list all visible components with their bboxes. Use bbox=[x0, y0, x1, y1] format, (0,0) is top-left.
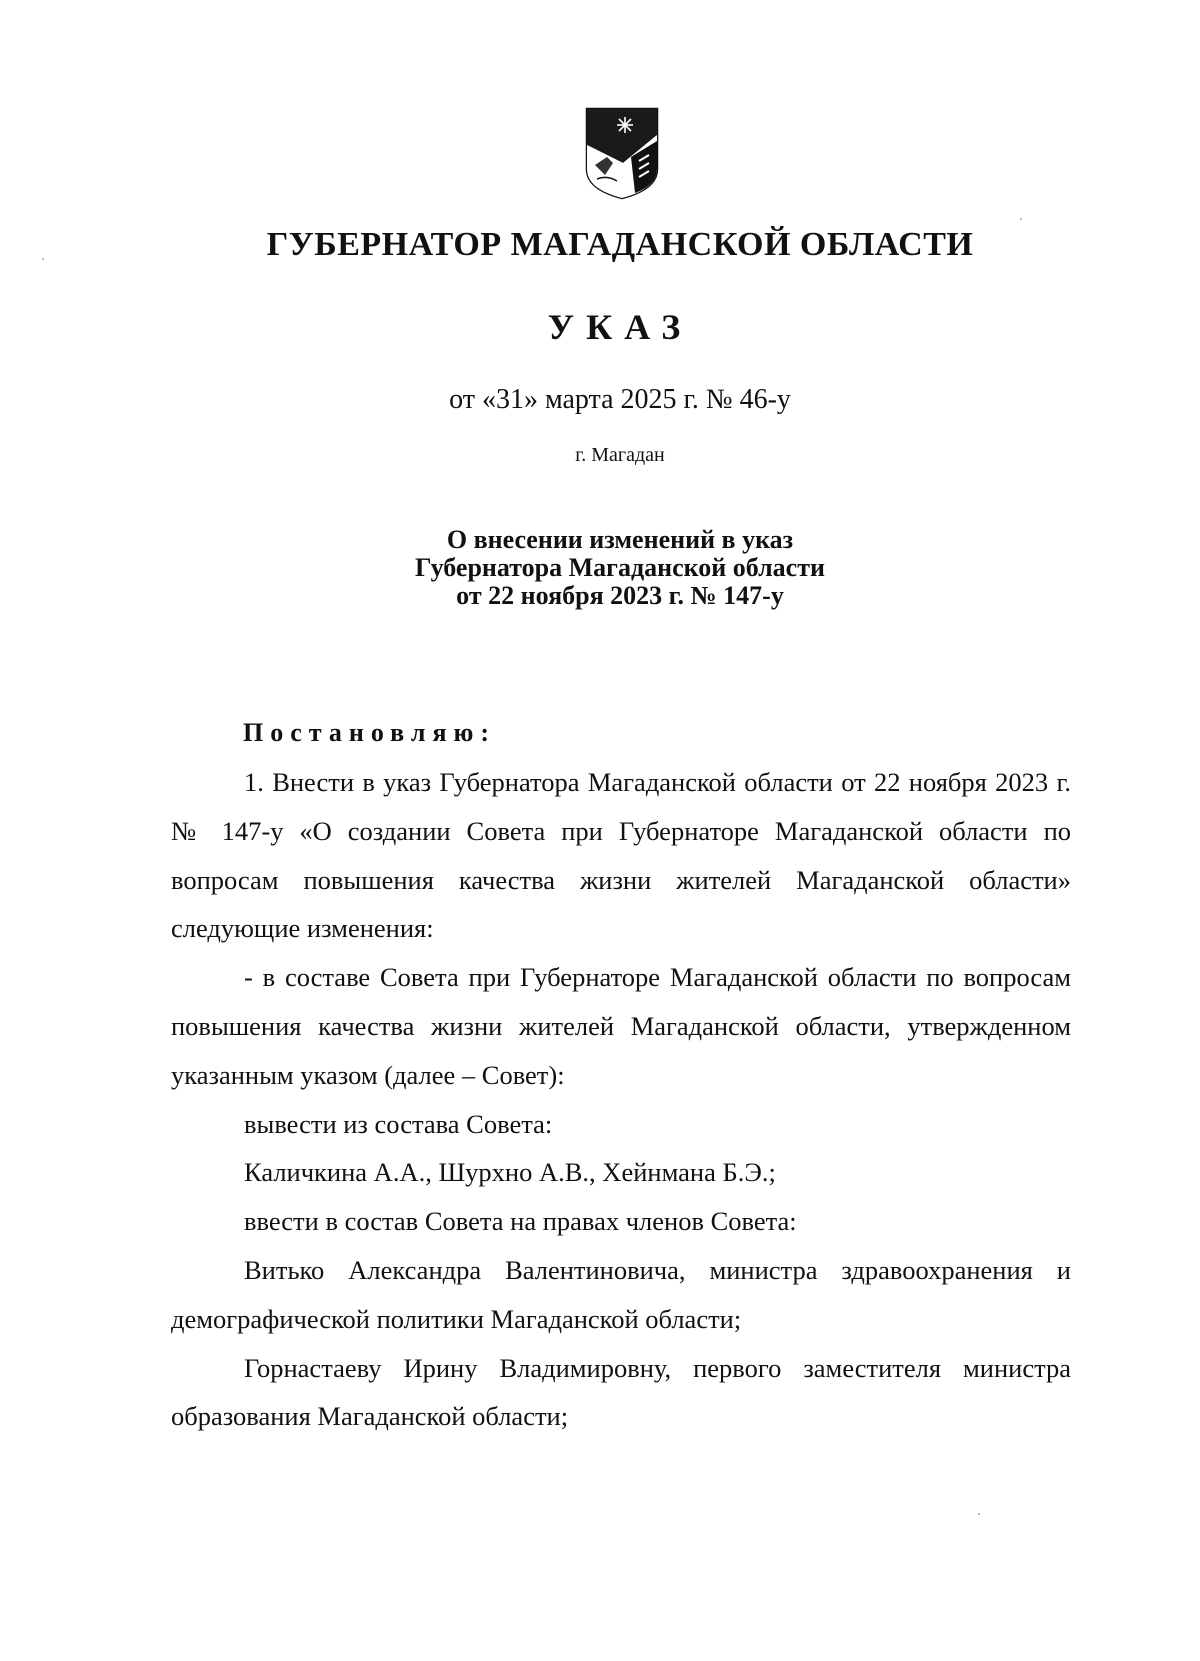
body-paragraph: Каличкина А.А., Шурхно А.В., Хейнмана Б.Э.; bbox=[244, 1157, 776, 1188]
scan-artifact bbox=[978, 1513, 980, 1515]
body-paragraph: Горнастаеву Ирину Владимировну, первого заместителя министра образования Магаданской области; bbox=[171, 1352, 1071, 1432]
body-paragraph: - в составе Совета при Губернаторе Магаданской области по вопросам повышения качества жизни жителей Магаданской области, утвержденном указанным указом (далее – Совет): bbox=[171, 962, 1071, 1090]
body-paragraph: 1. Внести в указ Губернатора Магаданской области от 22 ноября 2023 г. № 147-у «О создании Совета при Губернаторе Магаданской области по вопросам повышения качества жизни жителей Магаданской области» следующие изменения: bbox=[171, 767, 1071, 944]
document-title bbox=[0, 526, 1200, 610]
body-paragraph: Витько Александра Валентиновича, министра здравоохранения и демографической политики Магаданской области; bbox=[171, 1254, 1071, 1334]
body-paragraph: ввести в состав Совета на правах членов Совета: bbox=[244, 1206, 797, 1237]
document-title-line: О внесении изменений в указ bbox=[446, 525, 794, 554]
document-type: УКАЗ bbox=[547, 307, 693, 347]
document-title-line: от 22 ноября 2023 г. № 147-у bbox=[456, 581, 784, 610]
decree-word-colon: : bbox=[480, 718, 490, 747]
scan-artifact bbox=[42, 258, 44, 260]
document-place: г. Магадан bbox=[575, 444, 665, 466]
issuing-authority: ГУБЕРНАТОР МАГАДАНСКОЙ ОБЛАСТИ bbox=[266, 226, 974, 263]
scan-artifact bbox=[1020, 218, 1022, 220]
coat-of-arms-icon bbox=[583, 105, 661, 201]
document-date-number: от «31» марта 2025 г. № 46-у bbox=[449, 384, 791, 415]
decree-operative-word bbox=[243, 718, 489, 748]
document-body bbox=[171, 758, 1071, 1441]
document-title-line: Губернатора Магаданской области bbox=[415, 553, 825, 582]
decree-word-text: Постановляю bbox=[243, 718, 481, 747]
body-paragraph: вывести из состава Совета: bbox=[244, 1108, 553, 1139]
